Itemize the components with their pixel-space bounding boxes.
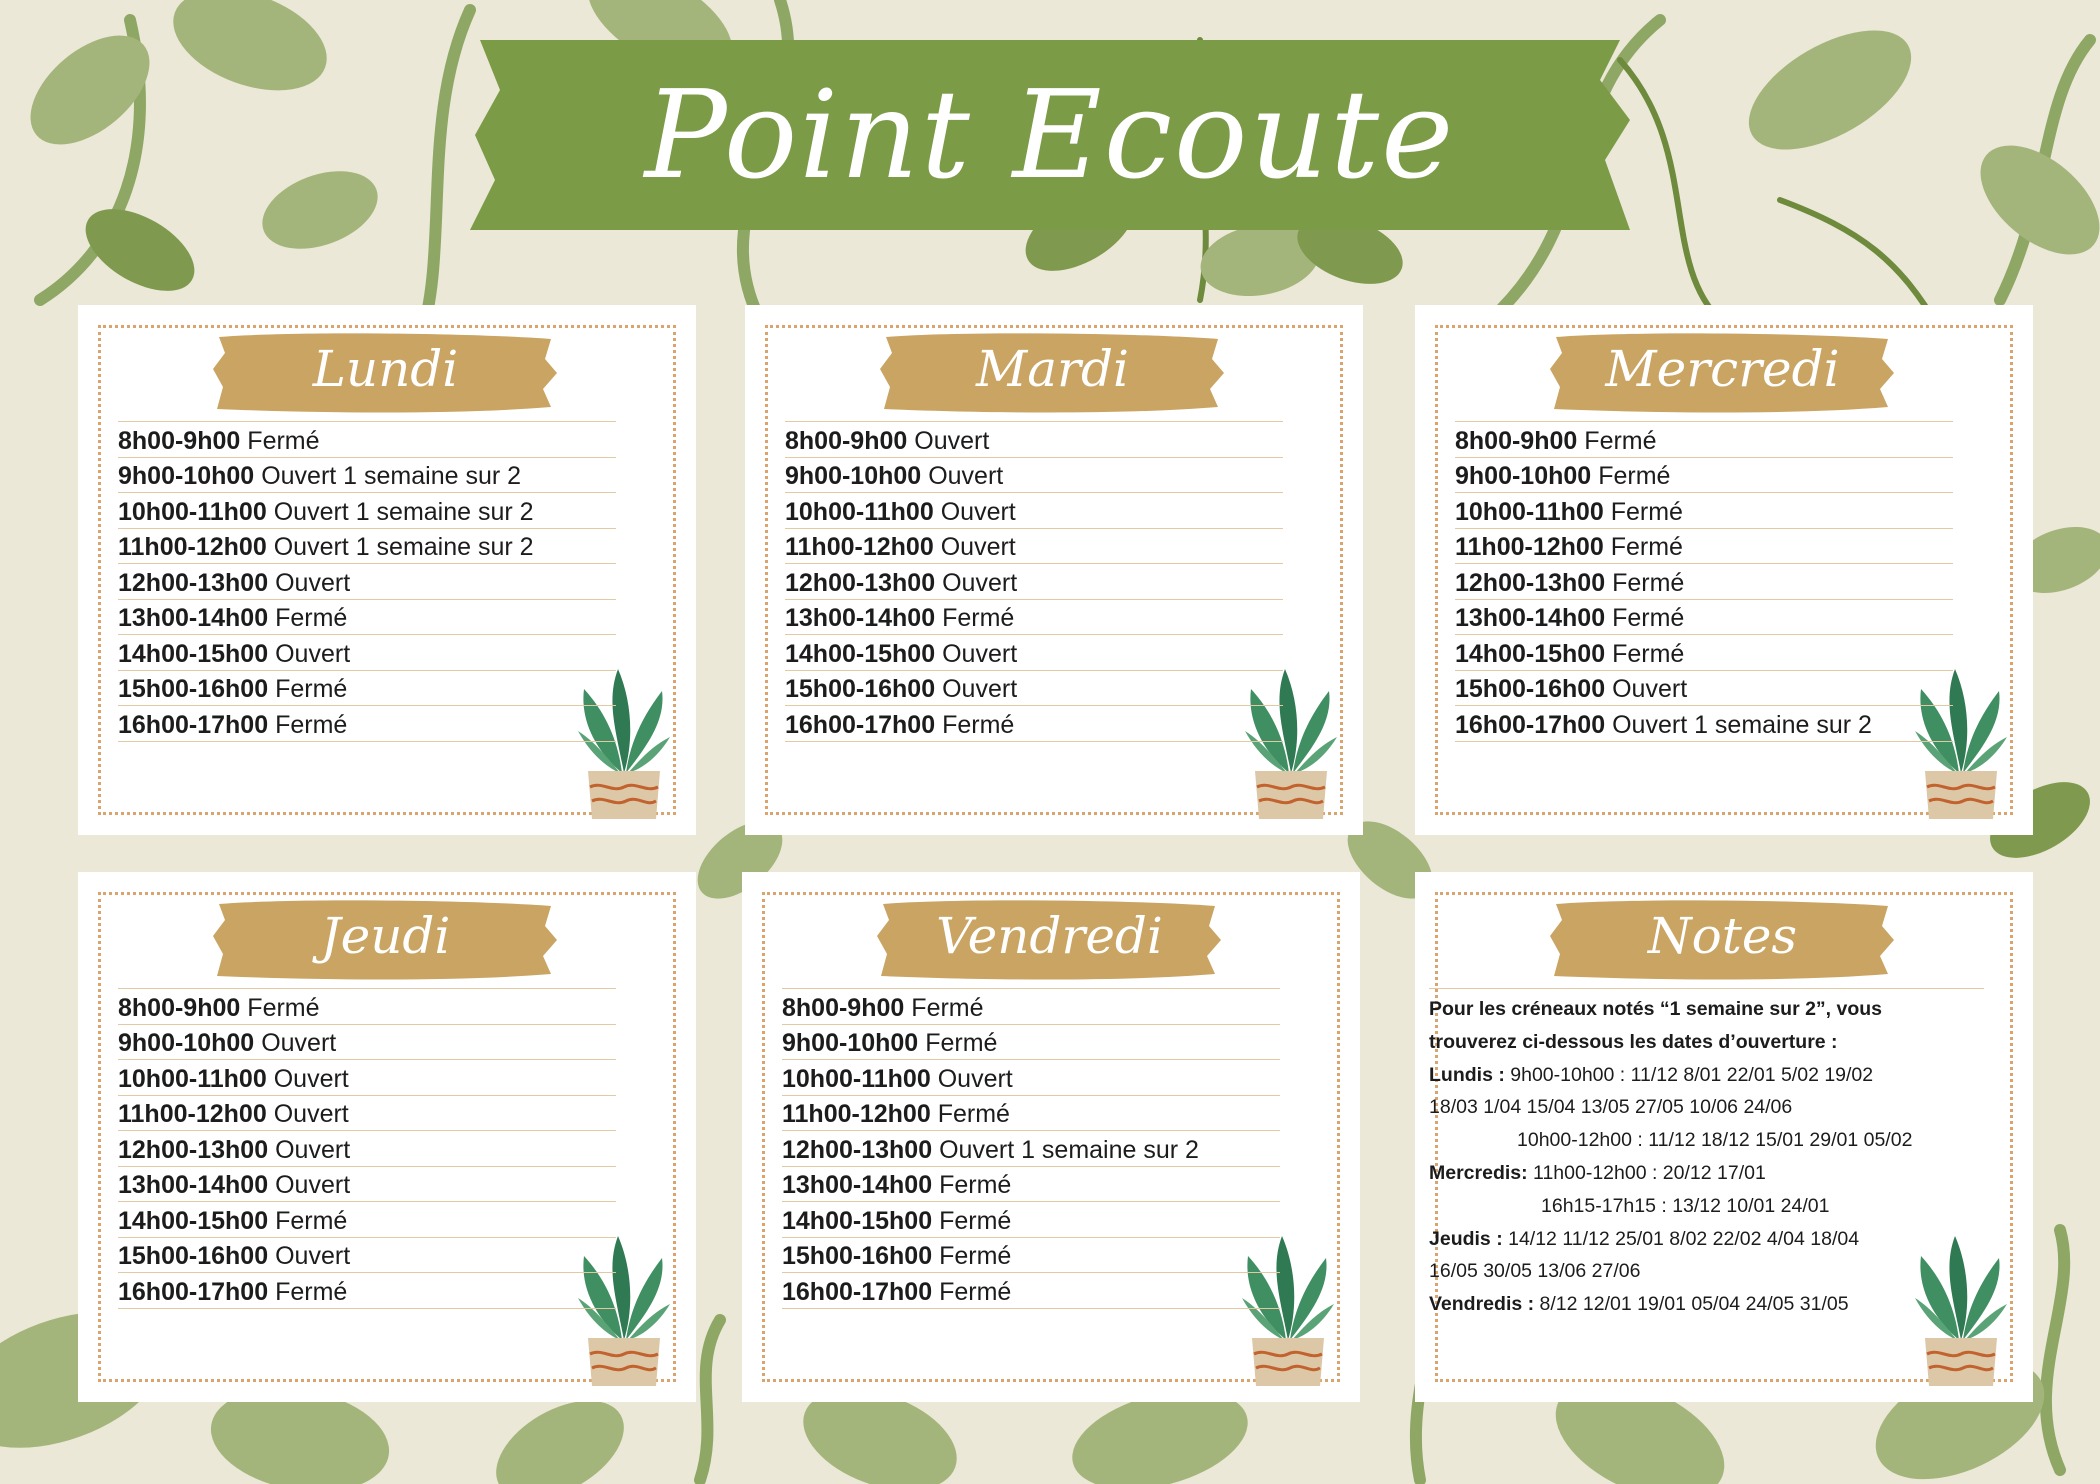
schedule-row xyxy=(118,706,616,742)
slot-time: 9h00-10h00 xyxy=(118,462,255,490)
slot-time: 11h00-12h00 xyxy=(118,1100,267,1128)
schedule-row xyxy=(118,493,616,529)
slot-status: Ouvert xyxy=(940,533,1016,561)
slot-status: Fermé xyxy=(911,993,984,1022)
slot-status: Ouvert 1 semaine sur 2 xyxy=(261,462,522,490)
lundis-dates-1: 9h00-10h00 : 11/12 8/01 22/01 5/02 19/02 xyxy=(1510,1063,1874,1086)
day-heading-brush xyxy=(213,329,558,421)
schedule-row xyxy=(1455,706,1953,742)
slot-time: 11h00-12h00 xyxy=(118,533,267,561)
slot-status: Fermé xyxy=(925,1029,998,1057)
slot-time: 16h00-17h00 xyxy=(118,1277,269,1306)
schedule-row xyxy=(118,1167,616,1203)
schedule-row xyxy=(785,458,1283,494)
slot-status: Ouvert xyxy=(928,462,1004,490)
schedule-list xyxy=(1455,421,1953,742)
slot-status: Ouvert xyxy=(275,568,351,597)
slot-time: 11h00-12h00 xyxy=(785,533,934,561)
slot-status: Fermé xyxy=(247,426,320,455)
schedule-row xyxy=(782,1273,1280,1309)
mercredis-label: Mercredis: xyxy=(1429,1161,1528,1184)
schedule-row xyxy=(1455,422,1953,458)
day-heading-brush xyxy=(213,896,558,988)
slot-time: 12h00-13h00 xyxy=(782,1135,933,1164)
slot-status: Fermé xyxy=(939,1277,1012,1306)
slot-time: 11h00-12h00 xyxy=(1455,533,1604,561)
schedule-row xyxy=(1455,458,1953,494)
slot-time: 8h00-9h00 xyxy=(782,993,905,1022)
schedule-row xyxy=(118,1273,616,1309)
slot-time: 13h00-14h00 xyxy=(782,1171,933,1199)
schedule-row xyxy=(785,564,1283,600)
slot-status: Ouvert 1 semaine sur 2 xyxy=(939,1135,1199,1164)
schedule-row xyxy=(782,1238,1280,1274)
slot-status: Fermé xyxy=(942,604,1015,632)
slot-status: Fermé xyxy=(275,675,348,703)
slot-time: 8h00-9h00 xyxy=(118,426,241,455)
slot-time: 13h00-14h00 xyxy=(1455,604,1606,632)
slot-status: Ouvert 1 semaine sur 2 xyxy=(273,533,534,561)
jeudis-dates-2: 16/05 30/05 13/06 27/06 xyxy=(1429,1260,1641,1283)
slot-status: Fermé xyxy=(275,604,348,632)
day-heading-brush xyxy=(1550,329,1895,421)
schedule-row xyxy=(782,1096,1280,1132)
jeudis-label: Jeudis : xyxy=(1429,1227,1503,1250)
page-title: Point Ecoute xyxy=(644,64,1456,206)
schedule-row xyxy=(118,529,616,565)
slot-status: Ouvert xyxy=(942,568,1018,597)
schedule-row xyxy=(118,989,616,1025)
schedule-row xyxy=(782,1202,1280,1238)
day-card-mercredi xyxy=(1415,305,2033,835)
schedule-row xyxy=(782,1025,1280,1061)
slot-time: 9h00-10h00 xyxy=(118,1029,255,1057)
lundis-dates-3: 10h00-12h00 : 11/12 18/12 15/01 29/01 05/02 xyxy=(1517,1129,1913,1152)
notes-card xyxy=(1415,872,2033,1402)
slot-status: Fermé xyxy=(939,1242,1012,1270)
mercredis-dates-2: 16h15-17h15 : 13/12 10/01 24/01 xyxy=(1541,1194,1830,1217)
slot-time: 14h00-15h00 xyxy=(1455,639,1606,668)
slot-status: Fermé xyxy=(1612,639,1685,668)
schedule-row xyxy=(785,493,1283,529)
day-title: Jeudi xyxy=(320,907,451,965)
schedule-row xyxy=(1455,564,1953,600)
day-title: Mardi xyxy=(976,340,1129,398)
slot-status: Fermé xyxy=(1598,462,1671,490)
slot-time: 10h00-11h00 xyxy=(785,497,934,526)
slot-status: Fermé xyxy=(1612,568,1685,597)
slot-status: Ouvert xyxy=(942,639,1018,668)
slot-status: Ouvert xyxy=(1612,675,1688,703)
schedule-row xyxy=(785,600,1283,636)
day-card-vendredi xyxy=(742,872,1360,1402)
schedule-list xyxy=(782,988,1280,1309)
schedule-row xyxy=(1455,671,1953,707)
slot-time: 11h00-12h00 xyxy=(782,1100,931,1128)
slot-status: Ouvert xyxy=(273,1100,349,1128)
slot-time: 12h00-13h00 xyxy=(118,568,269,597)
slot-status: Ouvert xyxy=(275,639,351,668)
slot-time: 12h00-13h00 xyxy=(118,1135,269,1164)
slot-time: 16h00-17h00 xyxy=(785,710,936,739)
mercredis-dates-1: 11h00-12h00 : 20/12 17/01 xyxy=(1533,1161,1766,1184)
slot-time: 13h00-14h00 xyxy=(118,1171,269,1199)
slot-status: Ouvert xyxy=(273,1064,349,1093)
slot-status: Ouvert xyxy=(937,1064,1013,1093)
slot-status: Ouvert xyxy=(261,1029,337,1057)
schedule-row xyxy=(782,1167,1280,1203)
slot-status: Ouvert 1 semaine sur 2 xyxy=(273,497,534,526)
slot-status: Fermé xyxy=(247,993,320,1022)
slot-status: Fermé xyxy=(1584,426,1657,455)
schedule-row xyxy=(118,1060,616,1096)
schedule-row xyxy=(118,1238,616,1274)
schedule-row xyxy=(785,635,1283,671)
notes-body xyxy=(1429,988,1984,1321)
slot-time: 15h00-16h00 xyxy=(782,1242,933,1270)
slot-status: Fermé xyxy=(275,1206,348,1235)
slot-time: 15h00-16h00 xyxy=(118,1242,269,1270)
slot-time: 10h00-11h00 xyxy=(782,1064,931,1093)
notes-intro-line-1: Pour les créneaux notés “1 semaine sur 2”, vous xyxy=(1429,998,1883,1020)
slot-time: 13h00-14h00 xyxy=(785,604,936,632)
schedule-list xyxy=(118,421,616,742)
schedule-row xyxy=(118,1096,616,1132)
schedule-row xyxy=(1455,493,1953,529)
slot-time: 8h00-9h00 xyxy=(1455,426,1578,455)
slot-time: 9h00-10h00 xyxy=(785,462,922,490)
slot-time: 10h00-11h00 xyxy=(1455,497,1604,526)
lundis-label: Lundis : xyxy=(1429,1063,1505,1086)
day-card-mardi xyxy=(745,305,1363,835)
slot-time: 14h00-15h00 xyxy=(782,1206,933,1235)
slot-time: 8h00-9h00 xyxy=(118,993,241,1022)
slot-time: 15h00-16h00 xyxy=(1455,675,1606,703)
slot-status: Fermé xyxy=(275,710,348,739)
schedule-row xyxy=(118,564,616,600)
schedule-row xyxy=(118,635,616,671)
slot-time: 15h00-16h00 xyxy=(118,675,269,703)
schedule-row xyxy=(1455,635,1953,671)
slot-time: 10h00-11h00 xyxy=(118,497,267,526)
slot-status: Ouvert xyxy=(914,426,990,455)
slot-status: Fermé xyxy=(1612,604,1685,632)
slot-status: Ouvert xyxy=(275,1242,351,1270)
slot-status: Fermé xyxy=(1610,533,1683,561)
schedule-row xyxy=(118,600,616,636)
schedule-row xyxy=(118,1131,616,1167)
slot-time: 8h00-9h00 xyxy=(785,426,908,455)
schedule-row xyxy=(118,671,616,707)
slot-status: Fermé xyxy=(942,710,1015,739)
schedule-row xyxy=(785,671,1283,707)
schedule-row xyxy=(118,422,616,458)
day-title: Vendredi xyxy=(936,907,1163,965)
slot-time: 14h00-15h00 xyxy=(118,1206,269,1235)
notes-heading-brush xyxy=(1550,896,1895,988)
schedule-row xyxy=(1455,529,1953,565)
jeudis-dates-1: 14/12 11/12 25/01 8/02 22/02 4/04 18/04 xyxy=(1508,1227,1860,1250)
slot-status: Ouvert xyxy=(940,497,1016,526)
slot-status: Fermé xyxy=(275,1277,348,1306)
slot-time: 15h00-16h00 xyxy=(785,675,936,703)
day-heading-brush xyxy=(877,896,1222,988)
day-card-jeudi xyxy=(78,872,696,1402)
schedule-row xyxy=(118,1202,616,1238)
schedule-row xyxy=(785,422,1283,458)
schedule-row xyxy=(118,1025,616,1061)
day-heading-brush xyxy=(880,329,1225,421)
slot-time: 14h00-15h00 xyxy=(785,639,936,668)
schedule-list xyxy=(118,988,616,1309)
slot-time: 16h00-17h00 xyxy=(782,1277,933,1306)
schedule-list xyxy=(785,421,1283,742)
slot-status: Ouvert xyxy=(275,1171,351,1199)
schedule-row xyxy=(782,1060,1280,1096)
lundis-dates-2: 18/03 1/04 15/04 13/05 27/05 10/06 24/06 xyxy=(1429,1096,1793,1119)
schedule-row xyxy=(782,1131,1280,1167)
slot-time: 10h00-11h00 xyxy=(118,1064,267,1093)
slot-time: 16h00-17h00 xyxy=(118,710,269,739)
schedule-row xyxy=(785,706,1283,742)
slot-status: Fermé xyxy=(939,1206,1012,1235)
slot-status: Fermé xyxy=(1610,497,1683,526)
day-title: Lundi xyxy=(312,340,459,398)
schedule-row xyxy=(785,529,1283,565)
slot-time: 13h00-14h00 xyxy=(118,604,269,632)
slot-status: Fermé xyxy=(937,1100,1010,1128)
slot-time: 9h00-10h00 xyxy=(1455,462,1592,490)
slot-status: Ouvert xyxy=(942,675,1018,703)
title-banner xyxy=(470,40,1630,230)
slot-status: Ouvert xyxy=(275,1135,351,1164)
slot-time: 16h00-17h00 xyxy=(1455,710,1606,739)
day-title: Mercredi xyxy=(1605,340,1840,398)
schedule-row xyxy=(782,989,1280,1025)
notes-title: Notes xyxy=(1647,907,1798,965)
slot-time: 14h00-15h00 xyxy=(118,639,269,668)
day-card-lundi xyxy=(78,305,696,835)
schedule-row xyxy=(1455,600,1953,636)
slot-status: Ouvert 1 semaine sur 2 xyxy=(1612,710,1872,739)
schedule-row xyxy=(118,458,616,494)
slot-time: 12h00-13h00 xyxy=(785,568,936,597)
notes-intro-line-2: trouverez ci-dessous les dates d’ouverture : xyxy=(1429,1030,1838,1053)
slot-status: Fermé xyxy=(939,1171,1012,1199)
vendredis-dates-1: 8/12 12/01 19/01 05/04 24/05 31/05 xyxy=(1539,1293,1849,1316)
slot-time: 12h00-13h00 xyxy=(1455,568,1606,597)
vendredis-label: Vendredis : xyxy=(1429,1293,1535,1316)
slot-time: 9h00-10h00 xyxy=(782,1029,919,1057)
